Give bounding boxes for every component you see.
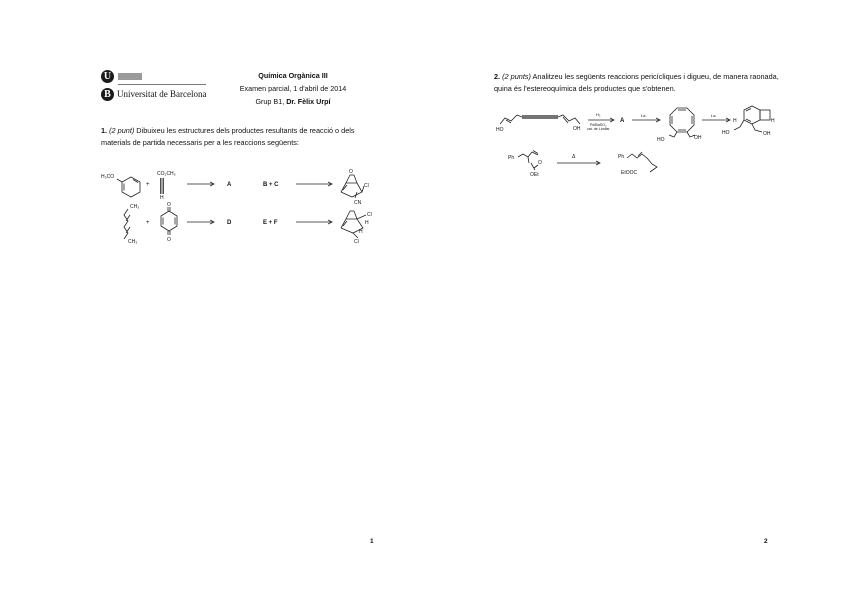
question-1-statement: Dibuixeu les estructures dels productes resultants de reacció o dels materials de partida necessaris per a les reaccions següents:: [101, 126, 355, 147]
product-ph-label: Ph: [618, 154, 625, 160]
question-1-number: 1.: [101, 126, 108, 135]
plus-sign-1: +: [146, 182, 150, 188]
course-title: Química Orgànica III: [258, 71, 328, 80]
professor-name: Dr. Fèlix Urpí: [286, 97, 331, 106]
cot-ho-label: HO: [657, 137, 665, 143]
bicycle-o-label: O: [349, 169, 353, 175]
arrow-hydrogenation: [588, 118, 614, 122]
product2-h-top: H: [365, 220, 369, 226]
bicycle-ho-label: HO: [722, 130, 730, 136]
product-etooc-label: EtOOC: [621, 170, 638, 176]
quinone-o-top: O: [167, 202, 171, 208]
quinone-o-bottom: O: [167, 237, 171, 243]
allyl-ester-structure: [518, 151, 538, 171]
logo-letter-u: U: [101, 70, 114, 83]
arrow-heat: [557, 161, 600, 165]
reagent-catalyst-1: Pd/BaSO₄: [590, 123, 607, 127]
bicycle-cl-label: Cl: [364, 183, 369, 189]
plus-sign-2: +: [146, 220, 150, 226]
reagent-catalyst-2: cat. de Lindlar: [587, 127, 610, 131]
product-ef-label: E + F: [263, 220, 278, 226]
dienediyne-diol-structure: [500, 115, 580, 124]
product2-h-bottom: H: [359, 229, 363, 235]
page-number-2: 2: [764, 538, 768, 545]
bicycle-h-top: H: [733, 118, 737, 124]
cot-oh-label: OH: [694, 135, 702, 141]
question-2-points: (2 punts): [502, 72, 531, 81]
product-a-label-q2: A: [620, 118, 625, 124]
page-number-1: 1: [370, 538, 374, 545]
bicyclooctatriene-structure: [734, 106, 770, 132]
product2-cl-top: Cl: [367, 212, 372, 218]
bicycle-h-side: H: [771, 118, 775, 124]
arrow-ta-1: [632, 118, 660, 122]
question-2-statement: Analitzeu les següents reaccions pericícliques i digueu, de manera raonada, quina és l'estereoquímica dels productes que s'obtenen.: [494, 72, 779, 93]
allyl-ph-label: Ph: [508, 155, 515, 161]
methyl-bottom-label: CH₃: [128, 239, 138, 245]
product-a-label: A: [227, 182, 232, 188]
diol-ho-label: HO: [496, 127, 504, 133]
methyl-top-label: CH₃: [130, 204, 140, 210]
group-prefix: Grup B1,: [255, 97, 287, 106]
exam-info: Examen parcial, 1 d'abril de 2014: [239, 84, 347, 93]
logo-letter-b: B: [101, 88, 114, 101]
oet-label: OEt: [530, 172, 539, 178]
unsaturated-ester-structure: [627, 152, 657, 172]
bicycle-oh-label: OH: [763, 131, 771, 137]
heat-label: Δ: [572, 154, 576, 160]
condition-ta-2: t.a.: [711, 113, 717, 118]
carbonyl-o-label: O: [538, 160, 542, 166]
diol-oh-label: OH: [573, 126, 581, 132]
university-name: Universitat de Barcelona: [117, 89, 207, 99]
reagent-h2: H₂: [596, 112, 601, 117]
bicycle-cn-label: CN: [354, 200, 362, 206]
condition-ta-1: t.a.: [641, 113, 647, 118]
cyclooctatetraene-structure: [669, 108, 695, 137]
ester-label: CO₂CH₃: [157, 171, 176, 177]
product2-cl-bottom: Cl: [354, 239, 359, 245]
alkyne-h-label: H: [160, 195, 164, 201]
arrow-ta-2: [702, 118, 730, 122]
product-d-label: D: [227, 220, 232, 226]
product-bc-label: B + C: [263, 182, 279, 188]
methoxy-label: H₃CO: [101, 174, 115, 180]
question-1-points: (2 punt): [109, 126, 135, 135]
question-2-number: 2.: [494, 72, 501, 81]
